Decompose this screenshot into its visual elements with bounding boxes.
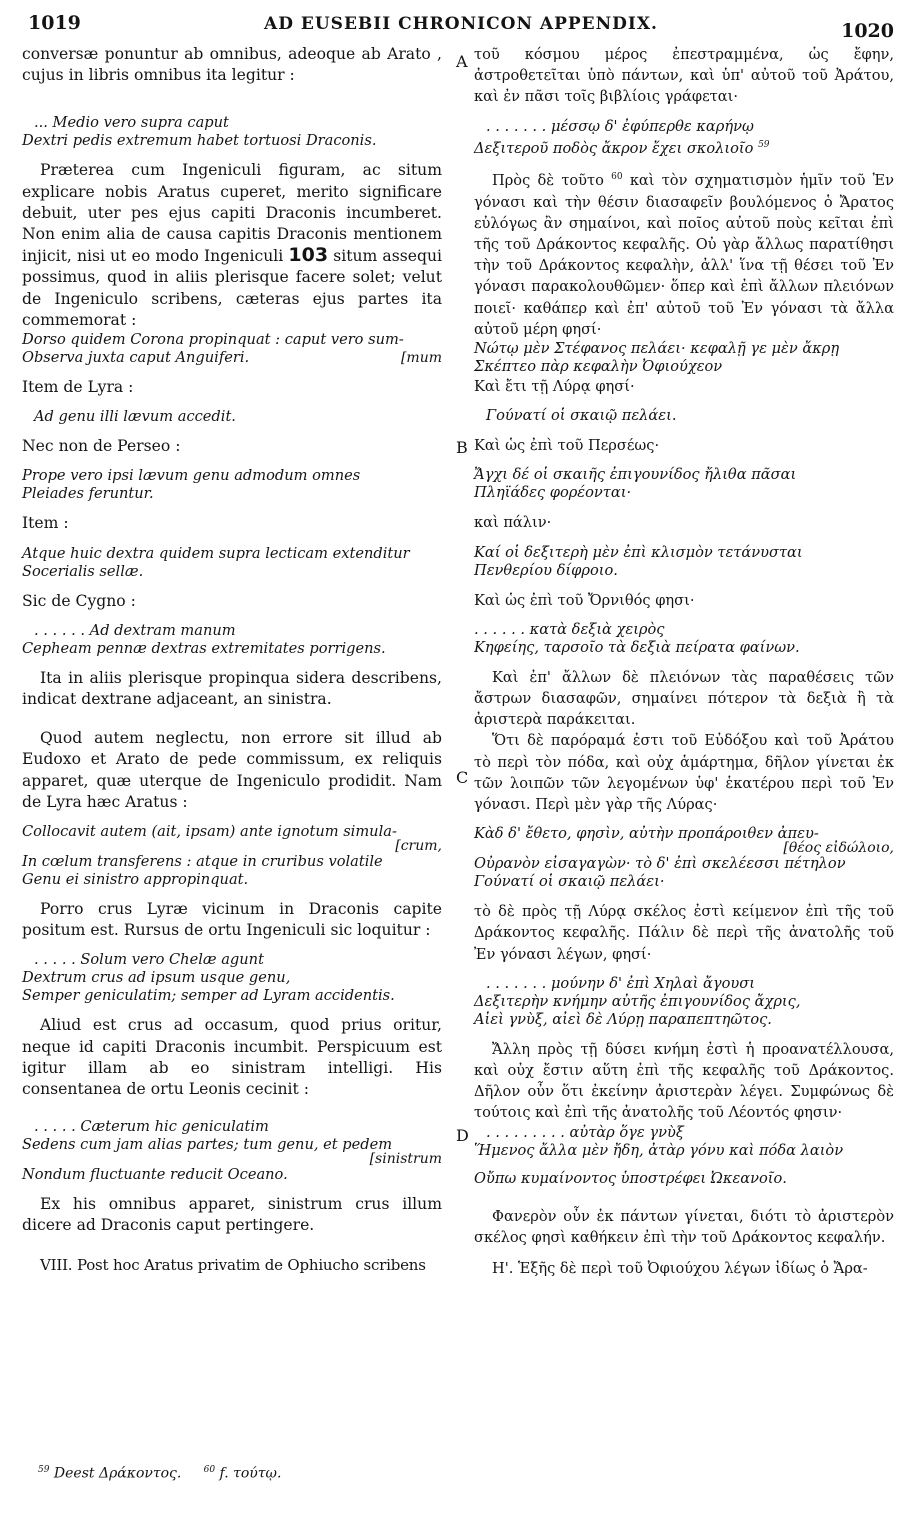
greek-paragraph: Ἄλλη πρὸς τῇ δύσει κνήμη ἐστὶ ἡ προανατέλλουσα, καὶ οὐχ ἔστιν αὕτη ἐπὶ τῆς κεφαλῆς τοῦ Δράκοντος. Δῆλον οὖν ὅτι ἐκείνην ἀριστερὰν λέγει. Συμφώνως δὲ τούτοις καὶ ἐπὶ τῆς ἀνατολῆς τοῦ Λέοντός φησιν· [474, 1040, 894, 1122]
greek-paragraph: Καὶ ἐπ' ἄλλων δὲ πλειόνων τὰς παραθέσεις τῶν ἄστρων διασαφῶν, σημαίνει πότερον τὰ δεξιὰ ἢ τὰ ἀριστερὰ παράκειται. [474, 668, 894, 729]
greek-column [474, 44, 894, 1279]
latin-verse-line: Semper geniculatim; semper ad Lyram accidentis. [22, 987, 395, 1005]
latin-text: Præterea cum Ingeniculi figuram, ac situm explicare nobis Aratus cuperet, merito significare debuit, uter pes ejus capiti Draconis incumberet. Non enim alia de causa capitis Draconis mentionem injicit, nisi ut eo modo Ingeniculi [22, 161, 442, 266]
latin-verse-line: Nondum fluctuante reducit Oceano. [22, 1166, 288, 1184]
greek-verse-line: Γούνατί οἱ σκαιῷ πελάει· [474, 873, 665, 891]
latin-paragraph: Nec non de Perseo : [22, 437, 181, 456]
latin-verse-line: Atque huic dextra quidem supra lecticam extenditur [22, 544, 410, 562]
verse-runover: [crum, [395, 838, 442, 855]
latin-verse-line: Prope vero ipsi lævum genu admodum omnes [22, 467, 361, 485]
latin-verse-line: Cepheam pennæ dextras extremitates porrigens. [22, 639, 386, 657]
latin-paragraph: Quod autem neglectu, non errore sit illud ab Eudoxo et Arato de pede commissum, ex reliquis apparet, quæ uterque de Ingeniculo prodidit. Nam de Lyra hæc Aratus : [22, 729, 442, 811]
latin-paragraph: Ex his omnibus apparet, sinistrum crus illum dicere ad Draconis caput pertingere. [22, 1195, 442, 1235]
latin-verse-line [22, 349, 442, 367]
greek-paragraph: Καὶ ὡς ἐπὶ τοῦ Περσέως· [474, 437, 660, 455]
latin-paragraph: Porro crus Lyræ vicinum in Draconis capite positum est. Rursus de ortu Ingeniculi sic loquitur : [22, 900, 442, 940]
latin-verse-line: Dextrum crus ad ipsum usque genu, [22, 969, 291, 987]
latin-paragraph: conversæ ponuntur ab omnibus, adeoque ab Arato , cujus in libris omnibus ita legitur : [22, 45, 442, 85]
margin-letter-b: B [456, 438, 468, 457]
verse-runover: [mum [400, 350, 442, 367]
footnote-number: 59 [38, 1465, 50, 1475]
greek-verse-line: Κηφείης, ταρσοῖο τὰ δεξιὰ πείρατα φαίνων. [474, 638, 800, 656]
page-number-right: 1020 [841, 20, 894, 42]
greek-section-heading: Η'. Ἑξῆς δὲ περὶ τοῦ Ὀφιούχου λέγων ἰδίως ὁ Ἄρα- [492, 1260, 868, 1278]
greek-verse-line: Ἥμενος ἄλλα μὲν ἤδη, ἀτὰρ γόνυ καὶ πόδα λαιὸν [474, 1141, 844, 1159]
greek-paragraph: τοῦ κόσμου μέρος ἐπεστραμμένα, ὡς ἔφην, ἀστροθετεῖται ὑπὸ πάντων, καὶ ὑπ' αὐτοῦ τοῦ Ἀράτου, καὶ ἐν πᾶσι τοῖς βιβλίοις γράφεται· [474, 46, 894, 106]
greek-text: Πρὸς δὲ τοῦτο [492, 172, 604, 190]
greek-verse-line [474, 136, 894, 158]
footnote-text: f. τούτῳ. [219, 1465, 282, 1482]
latin-paragraph: Ita in aliis plerisque propinqua sidera describens, indicat dextrane adjaceant, an sinistra. [22, 668, 442, 709]
verse-runover: [sinistrum [369, 1151, 442, 1168]
margin-letter-a: A [456, 52, 468, 71]
latin-text: situm assequi possimus, quod in aliis plerisque facere solet; velut de Ingeniculo scribens, cæteras ejus partes ita commemorat : [22, 247, 442, 329]
latin-verse-line: In cœlum transferens : atque in cruribus volatile [22, 853, 383, 871]
latin-verse-line: ... Medio vero supra caput [34, 114, 229, 132]
greek-verse-line: Οὔπω κυμαίνοντος ὑποστρέφει Ὠκεανοῖο. [474, 1169, 787, 1187]
greek-verse-line: Αἰεὶ γνὺξ, αἰεὶ δὲ Λύρῃ παραπεπτηῶτος. [474, 1010, 772, 1028]
latin-verse-line: Sedens cum jam alias partes; tum genu, et pedem [22, 1136, 393, 1154]
section-number: 103 [288, 244, 329, 267]
greek-verse-line: Κὰδ δ' ἔθετο, φησὶν, αὐτὴν προπάροιθεν ἀπευ- [474, 825, 819, 843]
running-header [22, 12, 900, 40]
latin-paragraph: Aliud est crus ad occasum, quod prius oritur, neque id capiti Draconis incumbit. Perspicuum est igitur illam ab eo sinistram intelligi. His consentanea de ortu Leonis cecinit : [22, 1016, 442, 1099]
greek-paragraph [474, 167, 894, 339]
greek-verse-line: Καί οἱ δεξιτερὴ μὲν ἐπὶ κλισμὸν τετάνυσται [474, 543, 803, 561]
footnotes [38, 1465, 281, 1482]
latin-paragraph: Item de Lyra : [22, 378, 134, 397]
greek-verse-line: Δεξιτερὴν κνήμην αὐτῆς ἐπιγουνίδος ἄχρις, [474, 992, 801, 1010]
greek-paragraph: Καὶ ἔτι τῇ Λύρᾳ φησί· [474, 377, 635, 395]
greek-verse-text: Δεξιτεροῦ ποδὸς ἄκρον ἔχει σκολιοῖο [474, 139, 754, 157]
latin-paragraph: Item : [22, 514, 69, 533]
latin-verse-line: Socerialis sellæ. [22, 562, 144, 580]
latin-verse-runover-line [22, 838, 442, 855]
latin-verse-runover-line [22, 1151, 442, 1168]
greek-verse-line: Ἄγχι δέ οἱ σκαιῆς ἐπιγουνίδος ἤλιθα πᾶσαι [474, 466, 797, 484]
footnote-ref: 60 [611, 172, 623, 183]
latin-verse-line: Pleiades feruntur. [22, 485, 154, 503]
latin-verse-line: . . . . . Solum vero Chelæ agunt [34, 951, 264, 969]
greek-paragraph: Καὶ ὡς ἐπὶ τοῦ Ὄρνιθός φησι· [474, 591, 695, 609]
greek-verse-line: . . . . . . κατὰ δεξιὰ χειρὸς [474, 620, 665, 638]
greek-verse-line: Γούνατί οἱ σκαιῷ πελάει. [486, 407, 677, 425]
latin-verse-line: Collocavit autem (ait, ipsam) ante ignotum simula- [22, 823, 397, 841]
margin-letter-c: C [456, 768, 469, 787]
greek-verse-line: Πενθερίου δίφροιο. [474, 561, 618, 579]
greek-text: καὶ τὸν σχηματισμὸν ἡμῖν τοῦ Ἐν γόνασι καὶ τὴν θέσιν διασαφεῖν βουλόμενος ὁ Ἄρατος εὐλόγως ἂν σημαίνοι, καὶ ποῖος αὐτοῦ ποὺς κεῖται ἐπὶ τῆς τοῦ Δράκοντος κεφαλῆς. Οὐ γὰρ ἄλλως παρατίθησι τὴν τοῦ Δράκοντος κεφαλὴν, ἀλλ' ἵνα τῇ θέσει τοῦ Ἐν γόνασι παρακολουθῶμεν· ὅπερ καὶ ἐπὶ ἄλλων πλειόνων ποιεῖ· καθάπερ καὶ ἐπ' αὐτοῦ τοῦ Ἐν γόνασι τὰ ἄλλα αὐτοῦ μέρη φησί· [474, 172, 894, 338]
latin-verse-line: Dextri pedis extremum habet tortuosi Draconis. [22, 132, 377, 150]
latin-section-heading: VIII. Post hoc Aratus privatim de Ophiucho scribens [40, 1255, 426, 1274]
greek-verse-line: Νώτῳ μὲν Στέφανος πελάει· κεφαλῇ γε μὲν ἄκρῃ [474, 339, 840, 357]
footnote-text: Deest Δράκοντος. [53, 1465, 182, 1482]
greek-verse-line: . . . . . . . μέσσῳ δ' ἐφύπερθε καρήνῳ [486, 117, 754, 135]
greek-verse-line: . . . . . . . μούνην δ' ἐπὶ Χηλαὶ ἄγουσι [486, 974, 755, 992]
greek-verse-line: Πληϊάδες φορέονται· [474, 484, 632, 502]
greek-paragraph: τὸ δὲ πρὸς τῇ Λύρᾳ σκέλος ἐστὶ κείμενον ἐπὶ τῆς τοῦ Δράκοντος κεφαλῆς. Πάλιν δὲ περὶ τῆς ἀνατολῆς τοῦ Ἐν γόνασι λέγων, φησί· [474, 903, 894, 963]
latin-verse-line: Dorso quidem Corona propinquat : caput vero sum- [22, 331, 404, 349]
page-number-left: 1019 [28, 12, 81, 34]
latin-verse-line: . . . . . Cæterum hic geniculatim [34, 1118, 269, 1136]
latin-verse-line: . . . . . . Ad dextram manum [34, 621, 236, 639]
greek-verse-line: . . . . . . . . . αὐτὰρ ὅγε γνὺξ [486, 1123, 684, 1141]
footnote-number: 60 [203, 1465, 216, 1475]
latin-verse-line: Ad genu illi lævum accedit. [34, 408, 236, 426]
latin-column [22, 44, 442, 1276]
greek-verse-line: Σκέπτεο πὰρ κεφαλὴν Ὀφιούχεον [474, 357, 723, 375]
running-title: AD EUSEBII CHRONICON APPENDIX. [264, 14, 658, 34]
latin-paragraph [22, 160, 442, 331]
greek-paragraph: καὶ πάλιν· [474, 514, 552, 532]
latin-verse-line: Genu ei sinistro appropinquat. [22, 871, 249, 889]
greek-paragraph: Φανερὸν οὖν ἐκ πάντων γίνεται, διότι τὸ ἀριστερὸν σκέλος φησὶ καθήκειν ἐπὶ τὴν τοῦ Δράκοντος κεφαλήν. [474, 1207, 894, 1246]
greek-paragraph: Ὅτι δὲ παρόραμά ἐστι τοῦ Εὐδόξου καὶ τοῦ Ἀράτου τὸ περὶ τὸν πόδα, καὶ οὐχ ἁμάρτημα, δῆλον γίνεται ἐκ τῶν λοιπῶν τῶν λεγομένων ὑφ' ἑκατέρου περὶ τοῦ Ἐν γόνασι. Περὶ μὲν γὰρ τῆς Λύρας· [474, 732, 894, 813]
latin-verse-text: Observa juxta caput Anguiferi. [22, 349, 250, 367]
margin-letter-d: D [456, 1126, 469, 1145]
footnote-ref: 59 [758, 139, 770, 150]
latin-paragraph: Sic de Cygno : [22, 591, 136, 610]
greek-verse-line: Οὐρανὸν εἰσαγαγὼν· τὸ δ' ἐπὶ σκελέεσσι πέτηλον [474, 855, 846, 873]
greek-verse-runover-line [474, 840, 894, 857]
verse-runover: [θέος εἰδώλοιο, [783, 840, 894, 857]
